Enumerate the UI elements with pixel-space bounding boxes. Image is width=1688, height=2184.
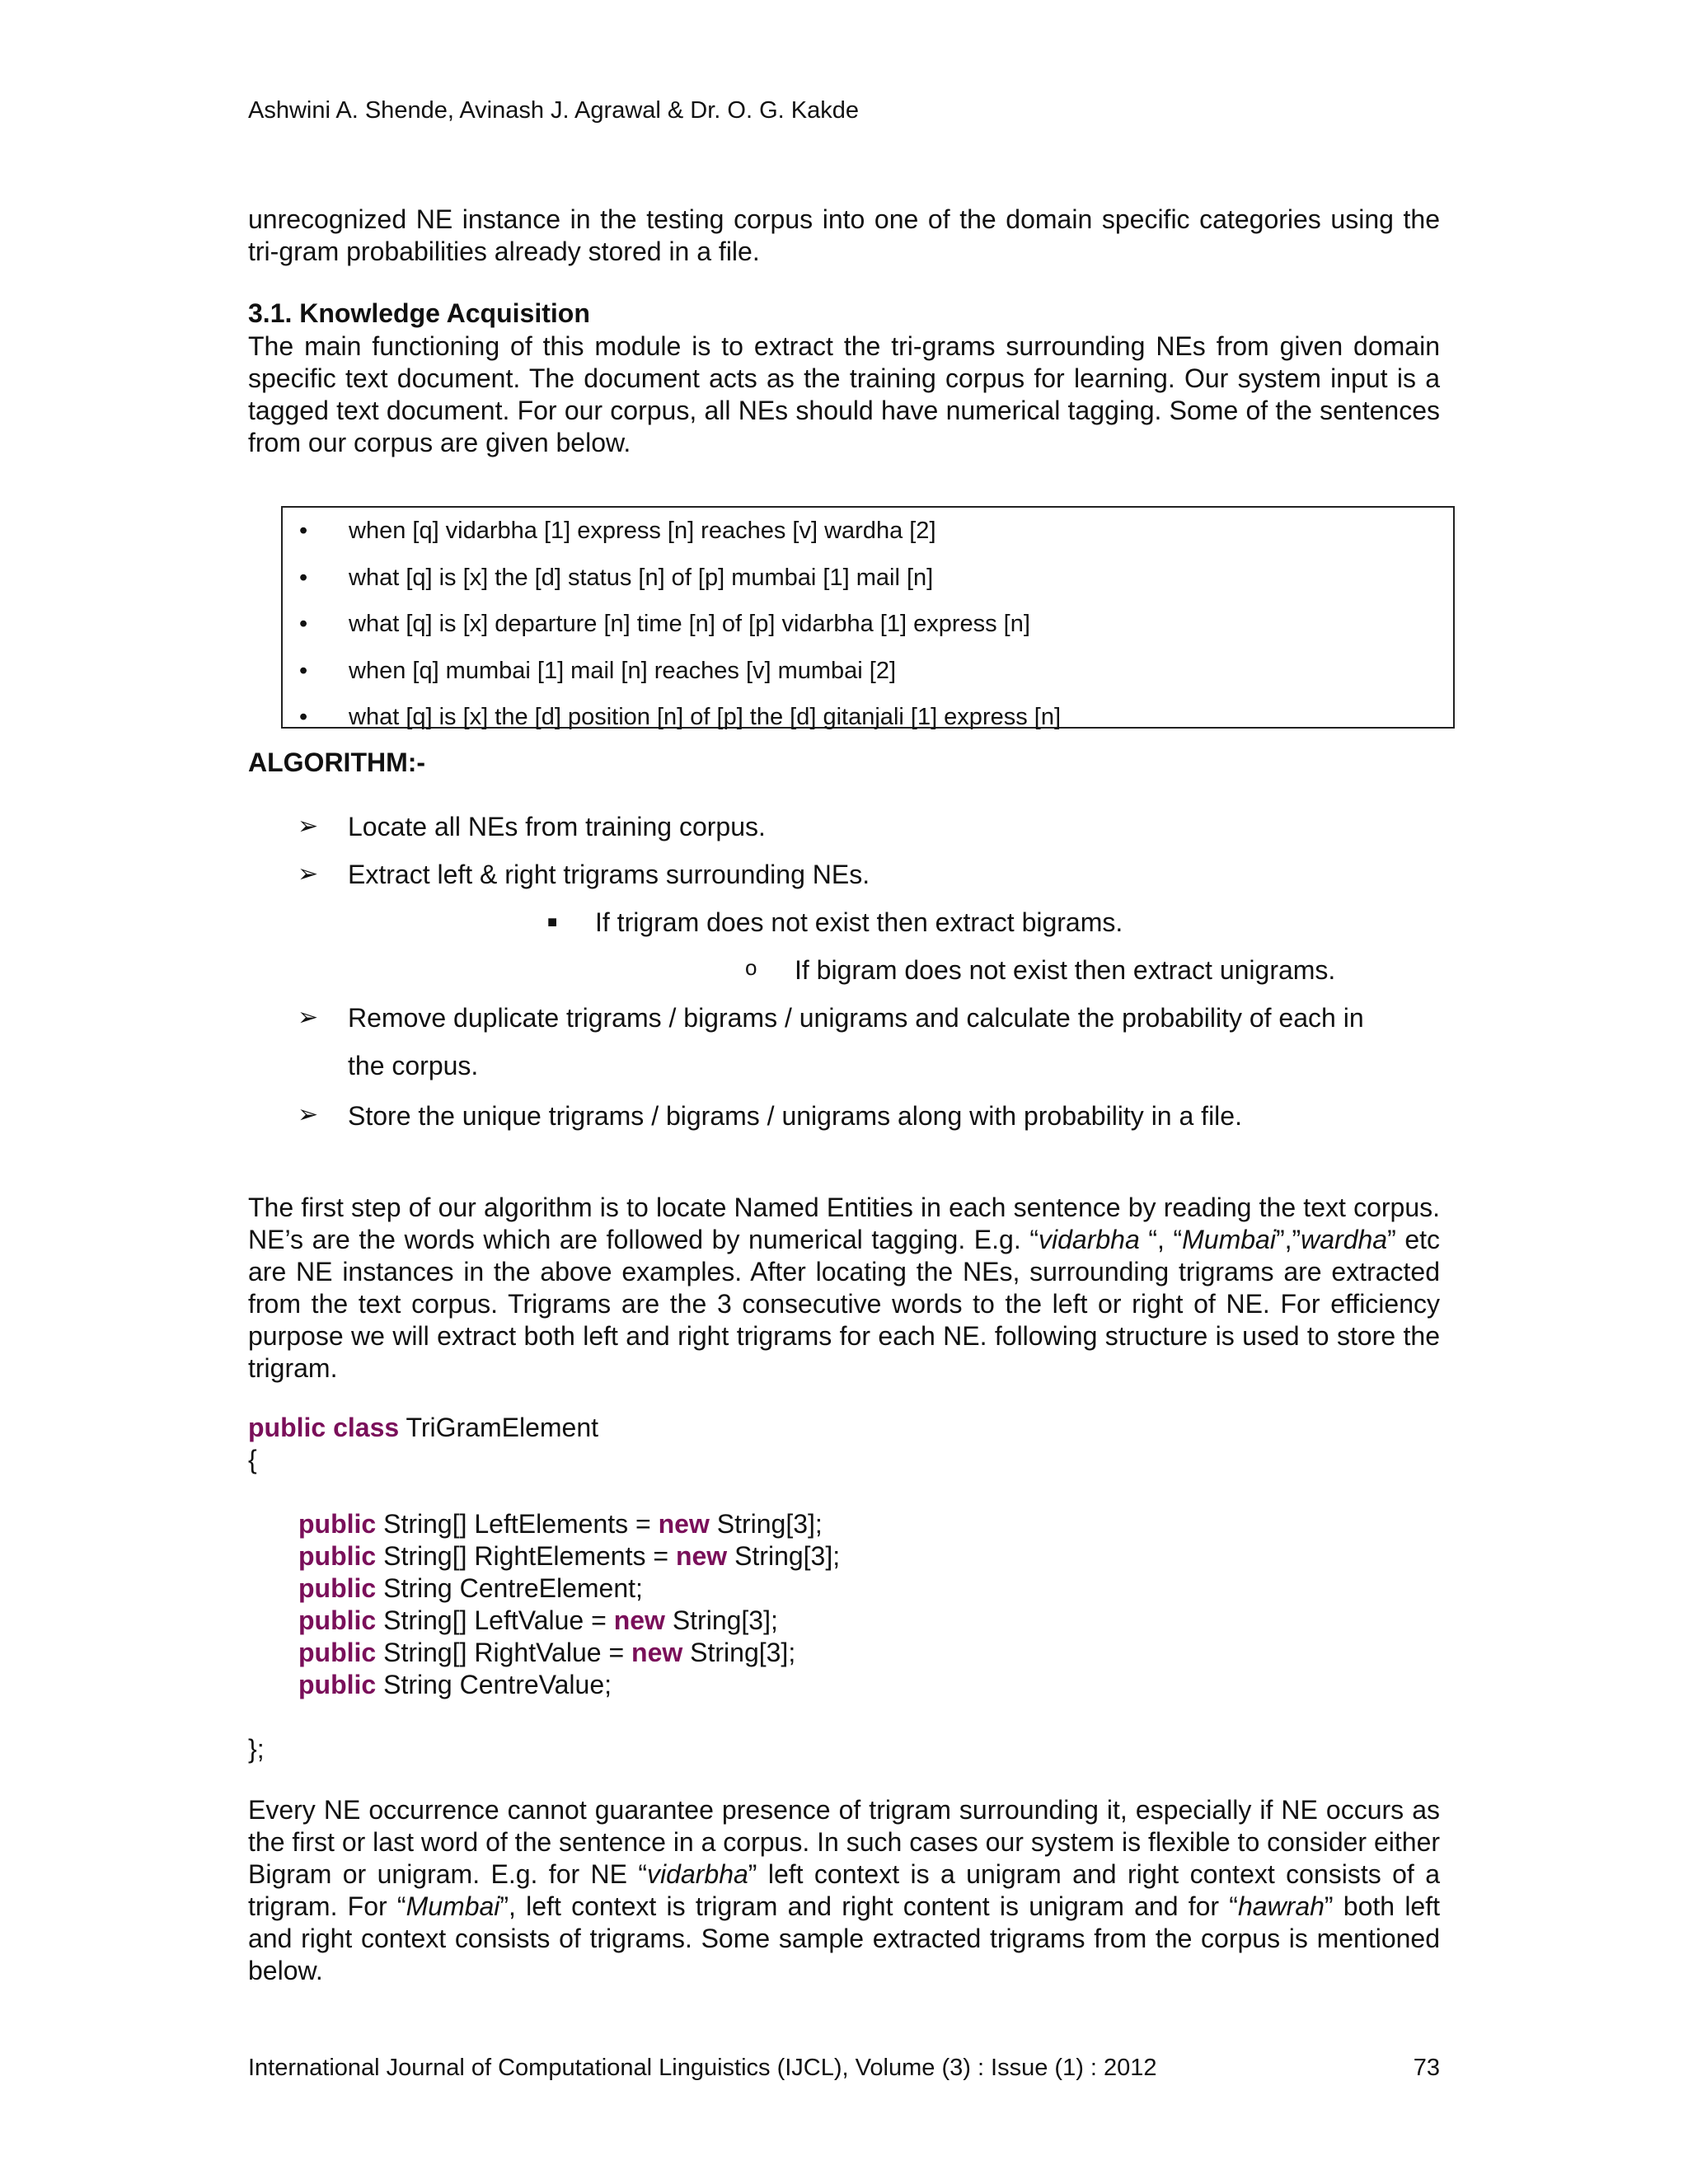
section-paragraph: The main functioning of this module is to extract the tri-grams surrounding NEs from given domain specific text document. The document acts as the training corpus for learning. Our system input is a tagged text document. For our corpus, all NEs should have numerical tagging. Some of the sentences from our corpus are given below.: [248, 331, 1440, 457]
algorithm-substep: If trigram does not exist then extract bigrams.: [595, 907, 1123, 937]
context-paragraph: Every NE occurrence cannot guarantee presence of trigram surrounding it, especially if NE occurs as the first or last word of the sentence in a corpus. In such cases our system is flexible to consider either Bigram or unigram. E.g. for NE “vidarbha” left context is a unigram and right context consists of a trigram. For “Mumbai”, left context is trigram and right content is unigram and for “hawrah” both left and right context consists of trigrams. Some sample extracted trigrams from the corpus is mentioned below.: [248, 1795, 1441, 1985]
journal-citation: International Journal of Computational Linguistics (IJCL), Volume (3) : Issue (1) : 2012: [248, 2055, 1157, 2081]
algorithm-step-continued: the corpus.: [348, 1051, 479, 1080]
open-brace: {: [248, 1445, 257, 1474]
ne-example: Mumbai: [1182, 1225, 1276, 1254]
example-text: when [q] mumbai [1] mail [n] reaches [v] mumbai [2]: [349, 657, 897, 684]
bullet-icon: •: [299, 518, 308, 544]
code-field: public String CentreValue;: [298, 1670, 612, 1699]
code-field: public String[] RightValue = new String[3];: [298, 1638, 796, 1667]
code-field: public String[] RightElements = new String[3];: [298, 1541, 841, 1571]
ne-example: wardha: [1301, 1225, 1388, 1254]
close-brace: };: [248, 1734, 265, 1764]
algorithm-step: Remove duplicate trigrams / bigrams / unigrams and calculate the probability of each in: [348, 1003, 1364, 1033]
page-number: 73: [1413, 2055, 1440, 2081]
running-header: Ashwini A. Shende, Avinash J. Agrawal & Dr. O. G. Kakde: [248, 97, 859, 124]
bullet-icon: •: [299, 657, 308, 684]
example-item: [283, 555, 1453, 602]
algorithm-step: Store the unique trigrams / bigrams / unigrams along with probability in a file.: [348, 1101, 1242, 1131]
code-field: public String[] LeftElements = new String[3];: [298, 1509, 823, 1539]
example-text: what [q] is [x] the [d] status [n] of [p] mumbai [1] mail [n]: [349, 564, 934, 591]
intro-paragraph: unrecognized NE instance in the testing corpus into one of the domain specific categories using the tri-gram probabilities already stored in a file.: [248, 204, 1440, 266]
square-bullet-icon: ■: [547, 913, 558, 931]
example-text: when [q] vidarbha [1] express [n] reaches [v] wardha [2]: [349, 518, 936, 544]
section-heading: [248, 298, 590, 329]
algorithm-title: ALGORITHM:-: [248, 748, 426, 777]
class-fields: [248, 1508, 840, 1701]
code-block: [248, 1412, 840, 1765]
class-declaration: public class TriGramElement: [248, 1413, 599, 1442]
example-text: what [q] is [x] departure [n] time [n] of [p] vidarbha [1] express [n]: [349, 611, 1030, 637]
example-item: [283, 508, 1453, 555]
arrow-bullet-icon: ➢: [298, 813, 319, 840]
code-field: public String[] LeftValue = new String[3];: [298, 1605, 778, 1635]
class-name: TriGramElement: [406, 1413, 599, 1442]
locate-paragraph: The first step of our algorithm is to locate Named Entities in each sentence by reading the text corpus. NE’s are the words which are followed by numerical tagging. E.g. “vidarbha “, “Mumbai”,”wardha” etc are NE instances in the above examples. After locating the NEs, surrounding trigrams are extracted from the text corpus. Trigrams are the 3 consecutive words to the left or right of NE. For efficiency purpose we will extract both left and right trigrams for each NE. following structure is used to store the trigram.: [248, 1193, 1441, 1383]
example-text: what [q] is [x] the [d] position [n] of [p] the [d] gitanjali [1] express [n]: [349, 704, 1062, 730]
arrow-bullet-icon: ➢: [298, 860, 319, 888]
example-sentences-box: [281, 506, 1455, 729]
arrow-bullet-icon: ➢: [298, 1101, 319, 1128]
ne-example: Mumbai: [406, 1891, 500, 1921]
bullet-icon: •: [299, 704, 308, 730]
algorithm-step: Locate all NEs from training corpus.: [348, 812, 766, 841]
section-title: Knowledge Acquisition: [299, 298, 590, 328]
bullet-icon: •: [299, 564, 308, 591]
section-number: 3.1.: [248, 298, 293, 328]
code-field: public String CentreElement;: [298, 1573, 643, 1603]
circle-bullet-icon: o: [745, 955, 757, 980]
example-item: [283, 694, 1453, 741]
page-footer: [248, 2055, 1440, 2082]
example-list: [283, 508, 1453, 741]
example-item: [283, 601, 1453, 648]
example-item: [283, 648, 1453, 695]
ne-example: hawrah: [1237, 1891, 1325, 1921]
ne-example: vidarbha: [1038, 1225, 1140, 1254]
bullet-icon: •: [299, 611, 308, 637]
algorithm-step: Extract left & right trigrams surrounding NEs.: [348, 860, 870, 889]
arrow-bullet-icon: ➢: [298, 1004, 319, 1031]
ne-example: vidarbha: [647, 1859, 748, 1889]
algorithm-subsubstep: If bigram does not exist then extract unigrams.: [795, 955, 1336, 985]
